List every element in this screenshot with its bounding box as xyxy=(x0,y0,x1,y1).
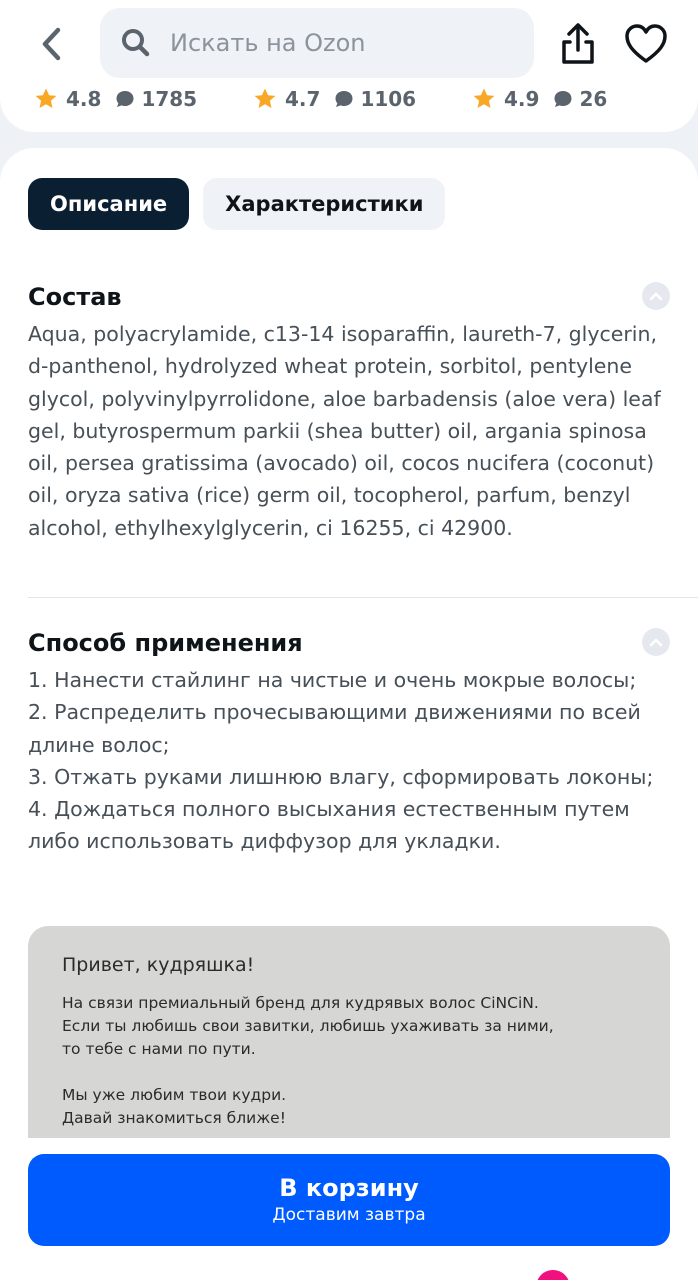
banner-line: Мы уже любим твои кудри. xyxy=(62,1086,287,1104)
review-count: 1106 xyxy=(360,87,417,111)
usage-step: 4. Дождаться полного высыхания естественным путем либо использовать диффузор для укладки. xyxy=(28,797,630,854)
banner-title: Привет, кудряшка! xyxy=(62,954,255,976)
description-card xyxy=(0,148,698,1280)
review-count: 26 xyxy=(579,87,608,111)
comment-icon xyxy=(553,89,573,109)
composition-title: Состав xyxy=(28,283,122,311)
search-input[interactable] xyxy=(170,29,500,57)
usage-section xyxy=(28,626,670,858)
share-icon xyxy=(556,20,600,68)
banner-text xyxy=(62,992,638,1130)
usage-step: 1. Нанести стайлинг на чистые и очень мокрые волосы; xyxy=(28,668,637,692)
share-button[interactable] xyxy=(556,20,600,68)
usage-step: 3. Отжать руками лишнюю влагу, сформировать локоны; xyxy=(28,764,654,789)
rating-score: 4.7 xyxy=(285,87,321,111)
usage-title: Способ применения xyxy=(28,629,303,657)
rating-score: 4.8 xyxy=(66,87,102,111)
star-icon xyxy=(472,87,496,111)
rating-item[interactable] xyxy=(472,84,607,114)
favorite-button[interactable] xyxy=(622,20,670,68)
tab-characteristics[interactable]: Характеристики xyxy=(203,178,445,230)
chevron-up-icon xyxy=(648,636,664,648)
delivery-label: Доставим завтра xyxy=(272,1205,426,1225)
banner-line: то тебе с нами по пути. xyxy=(62,1040,256,1058)
tab-bar xyxy=(28,178,459,230)
chevron-left-icon xyxy=(38,26,66,62)
composition-text: Aqua, polyacrylamide, c13-14 isoparaffin, laureth-7, glycerin, d-panthenol, hydrolyzed wheat protein, sorbitol, pentylene glycol, polyvinylpyrrolidone, aloe barbadensis (aloe vera) leaf gel, butyrospermum parkii (shea butter) oil, argania spinosa oil, persea gratissima (avocado) oil, cocos nucifera (coconut) oil, oryza sativa (rice) germ oil, tocopherol, parfum, benzyl alcohol, ethylhexylglycerin, ci 16255, ci 42900. xyxy=(28,322,661,540)
rating-score: 4.9 xyxy=(504,87,540,111)
comment-icon xyxy=(334,89,354,109)
related-ratings xyxy=(0,84,698,114)
tab-description[interactable]: Описание xyxy=(28,178,189,230)
section-divider xyxy=(28,597,698,598)
review-count: 1785 xyxy=(141,87,198,111)
header-card xyxy=(0,0,698,132)
usage-steps xyxy=(28,664,670,858)
banner-line: Давай знакомиться ближе! xyxy=(62,1109,286,1127)
composition-section xyxy=(28,280,670,544)
heart-icon xyxy=(622,20,670,68)
rating-item[interactable] xyxy=(253,84,416,114)
add-to-cart-button[interactable] xyxy=(28,1154,670,1246)
banner-line: Если ты любишь свои завитки, любишь ухаживать за ними, xyxy=(62,1017,554,1035)
search-icon xyxy=(120,27,152,59)
banner-line: На связи премиальный бренд для кудрявых волос CiNCiN. xyxy=(62,994,539,1012)
comment-icon xyxy=(115,89,135,109)
search-bar[interactable] xyxy=(100,8,534,78)
chevron-up-icon xyxy=(648,290,664,302)
collapse-button[interactable] xyxy=(642,628,670,656)
collapse-button[interactable] xyxy=(642,282,670,310)
brand-banner-image xyxy=(28,926,670,1138)
back-button[interactable] xyxy=(28,20,76,68)
usage-step: 2. Распределить прочесывающими движениями по всей длине волос; xyxy=(28,700,641,757)
cart-label: В корзину xyxy=(279,1174,419,1202)
star-icon xyxy=(34,87,58,111)
star-icon xyxy=(253,87,277,111)
rating-item[interactable] xyxy=(34,84,197,114)
